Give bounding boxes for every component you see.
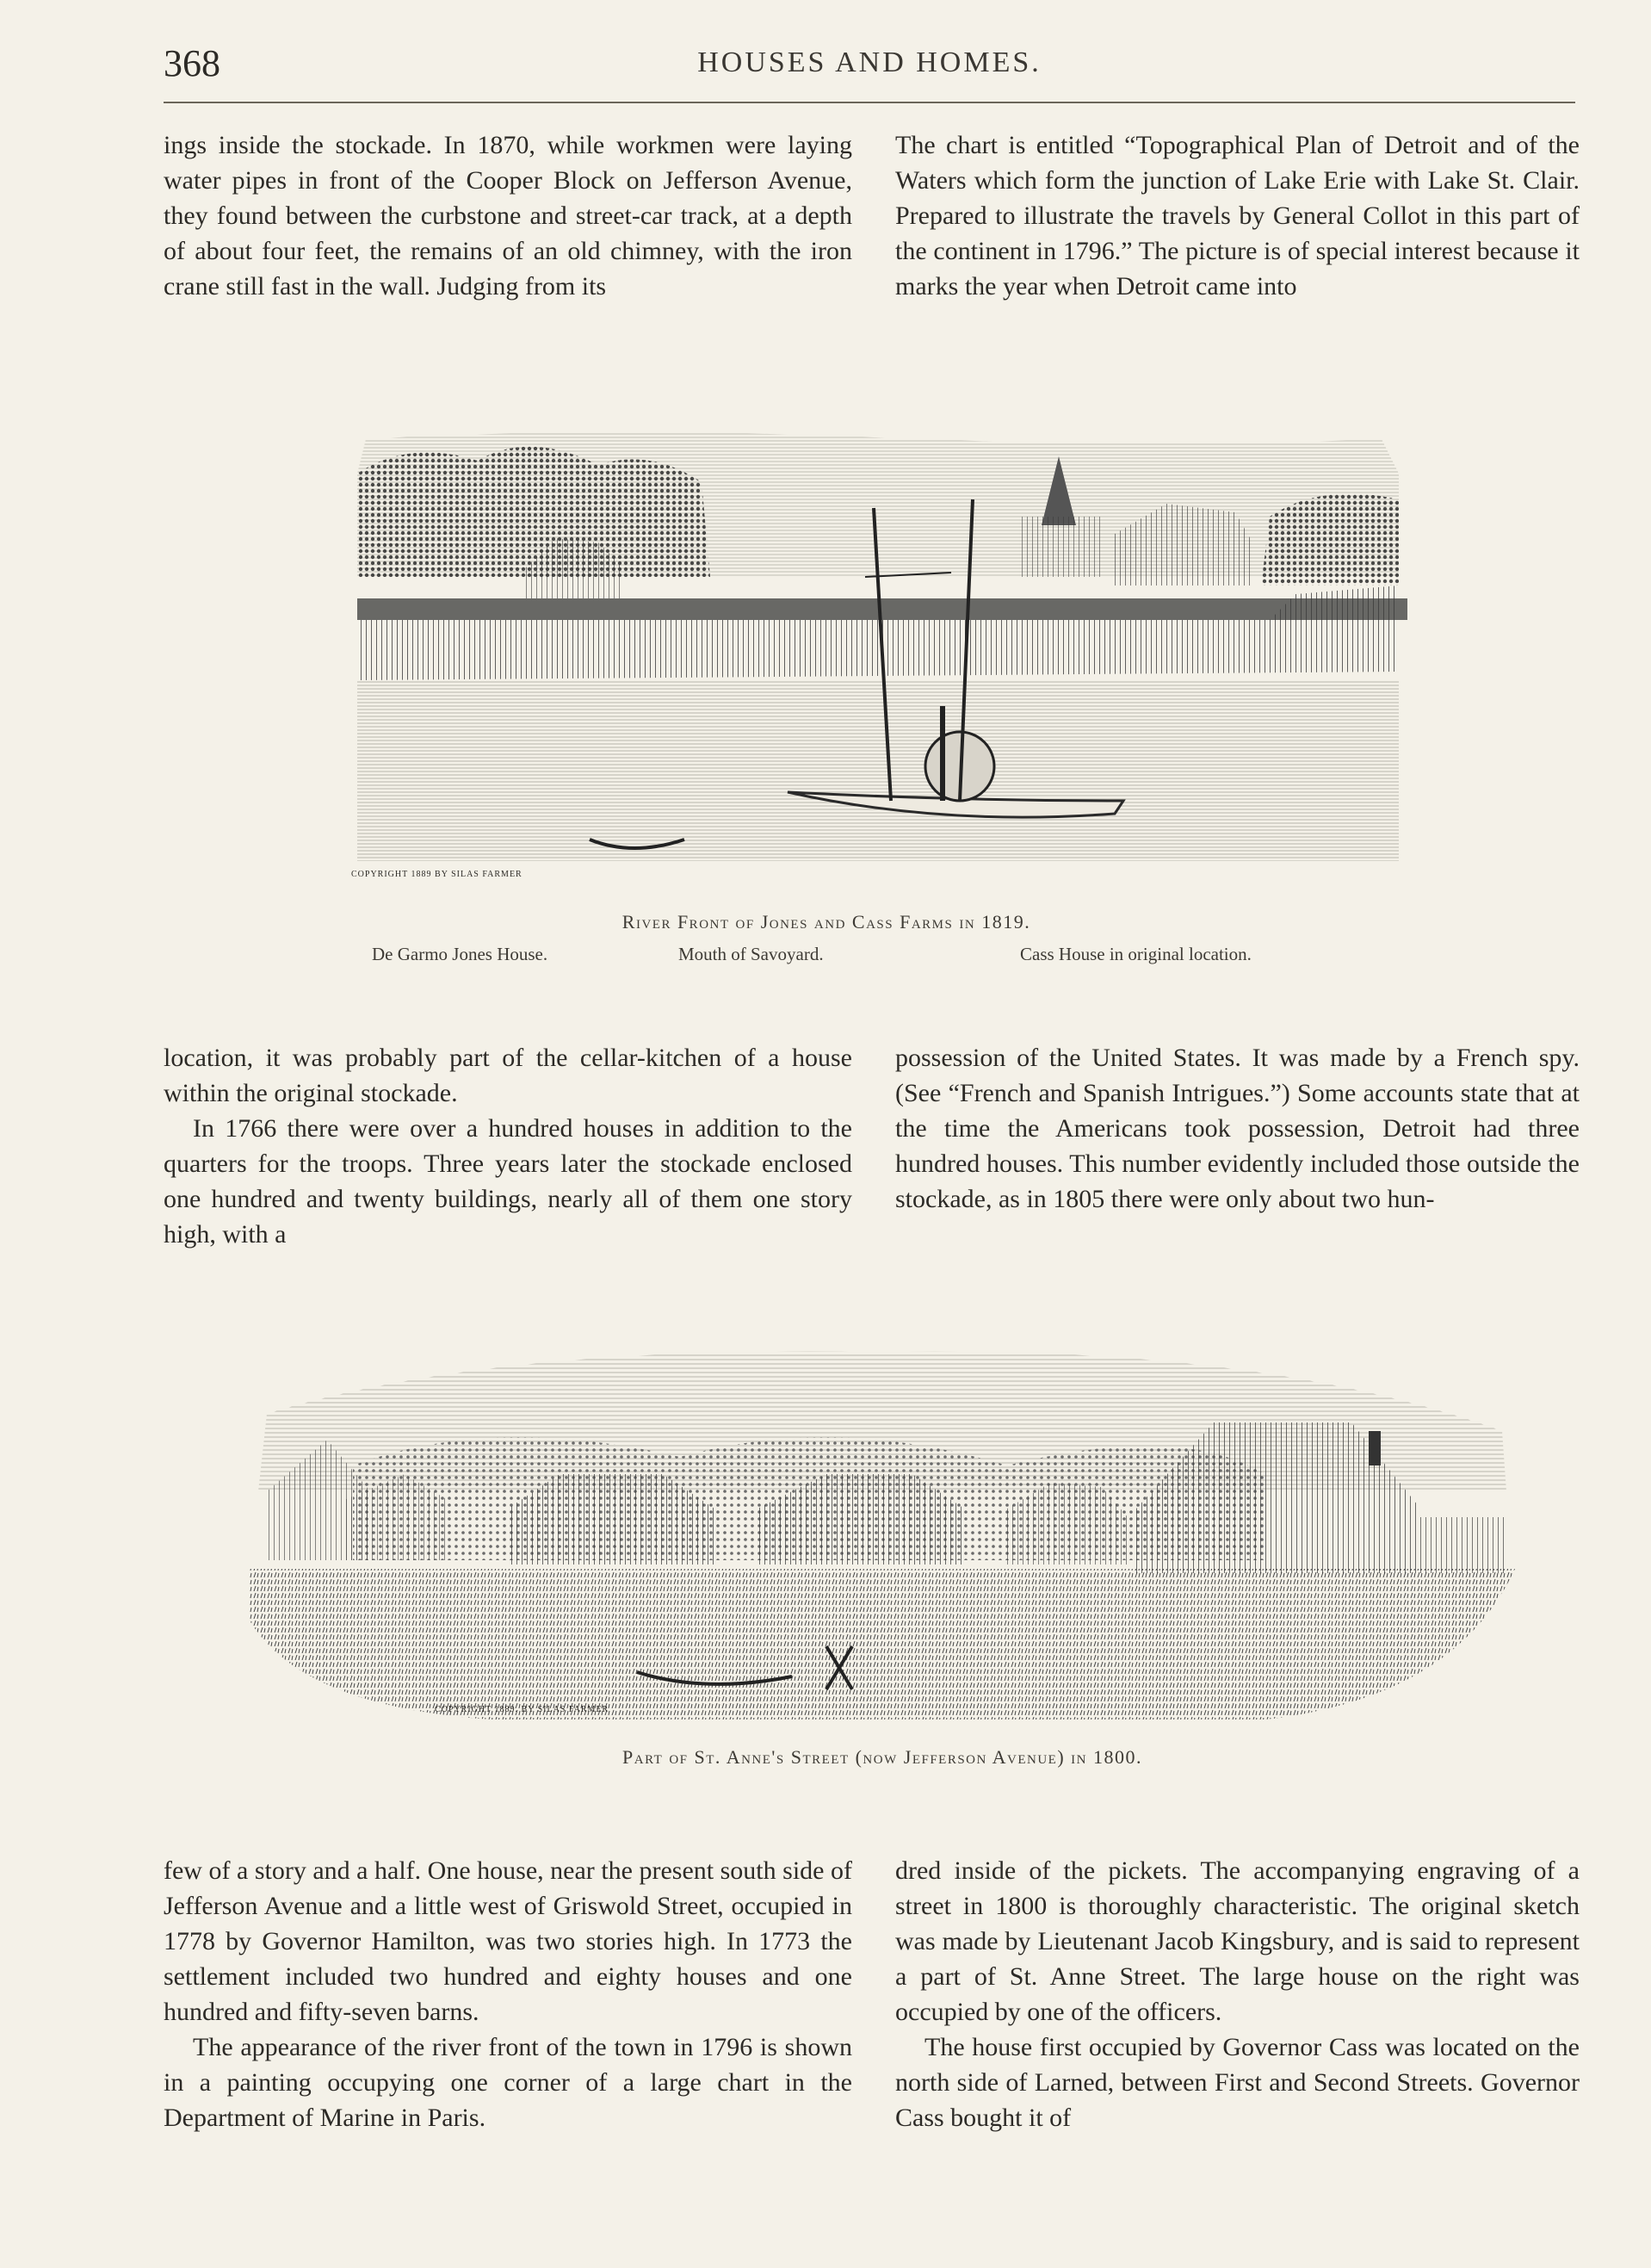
running-title: HOUSES AND HOMES.: [697, 46, 1042, 78]
column-right-block1: [895, 127, 1580, 304]
column-right-block3: [895, 1853, 1580, 2135]
paragraph: location, it was probably part of the cellar-kitchen of a house within the original stockade.: [164, 1044, 852, 1107]
paragraph: The appearance of the river front of the town in 1796 is shown in a painting occupying one corner of a large chart in the Department of Marine in Paris.: [164, 2033, 852, 2132]
figure-label-center: Mouth of Savoyard.: [678, 944, 824, 964]
paragraph: dred inside of the pickets. The accompanying engraving of a street in 1800 is thoroughly characteristic. The original sketch was made by Lieutenant Jacob Kingsbury, and is said to represent a part of St. Anne Street. The large house on the right was occupied by one of the officers.: [895, 1856, 1580, 2026]
column-left-block2: [164, 1040, 852, 1252]
river-front-engraving: [340, 422, 1412, 883]
page-header: [164, 41, 1575, 103]
figure-label-left: De Garmo Jones House.: [372, 944, 548, 964]
page-number: 368: [164, 42, 220, 84]
paragraph: possession of the United States. It was made by a French spy. (See “French and Spanish Intrigues.”) Some accounts state that at the time the Americans took possession, Detroit had three hundred houses. This number evidently included those outside the stockade, as in 1805 there were only about two hun-: [895, 1044, 1580, 1213]
paragraph: The house first occupied by Governor Cass was located on the north side of Larned, between First and Second Streets. Governor Cass bought it of: [895, 2033, 1580, 2132]
st-annes-street-engraving: [232, 1336, 1528, 1732]
paragraph: few of a story and a half. One house, near the present south side of Jefferson Avenue and a little west of Griswold Street, occupied in 1778 by Governor Hamilton, was two stories high. In 1773 the settlement included two hundred and eighty houses and one hundred and fifty-seven barns.: [164, 1856, 852, 2026]
column-left-block1: [164, 127, 852, 304]
figure-caption: River Front of Jones and Cass Farms in 1819.: [621, 911, 1031, 933]
column-left-block3: [164, 1853, 852, 2135]
paragraph: The chart is entitled “Topographical Plan of Detroit and of the Waters which form the junction of Lake Erie with Lake St. Clair. Prepared to illustrate the travels by General Collot in this part of the continent in 1796.” The picture is of special interest because it marks the year when Detroit came into: [895, 131, 1580, 301]
column-right-block2: [895, 1040, 1580, 1217]
paragraph: In 1766 there were over a hundred houses in addition to the quarters for the troops. Three years later the stockade enclosed one hundred and twenty buildings, nearly all of them one story high, with a: [164, 1114, 852, 1249]
figure-label-right: Cass House in original location.: [1020, 944, 1252, 964]
copyright-mark: COPYRIGHT 1889 BY SILAS FARMER: [351, 870, 523, 879]
paragraph: ings inside the stockade. In 1870, while workmen were laying water pipes in front of the Cooper Block on Jefferson Avenue, they found between the curbstone and street-car track, at a depth of about four feet, the remains of an old chimney, with the iron crane still fast in the wall. Judging from its: [164, 131, 852, 301]
copyright-mark: COPYRIGHT 1889. BY SILAS FARMER: [435, 1705, 609, 1714]
figure-caption: Part of St. Anne's Street (now Jefferson Avenue) in 1800.: [622, 1746, 1142, 1768]
